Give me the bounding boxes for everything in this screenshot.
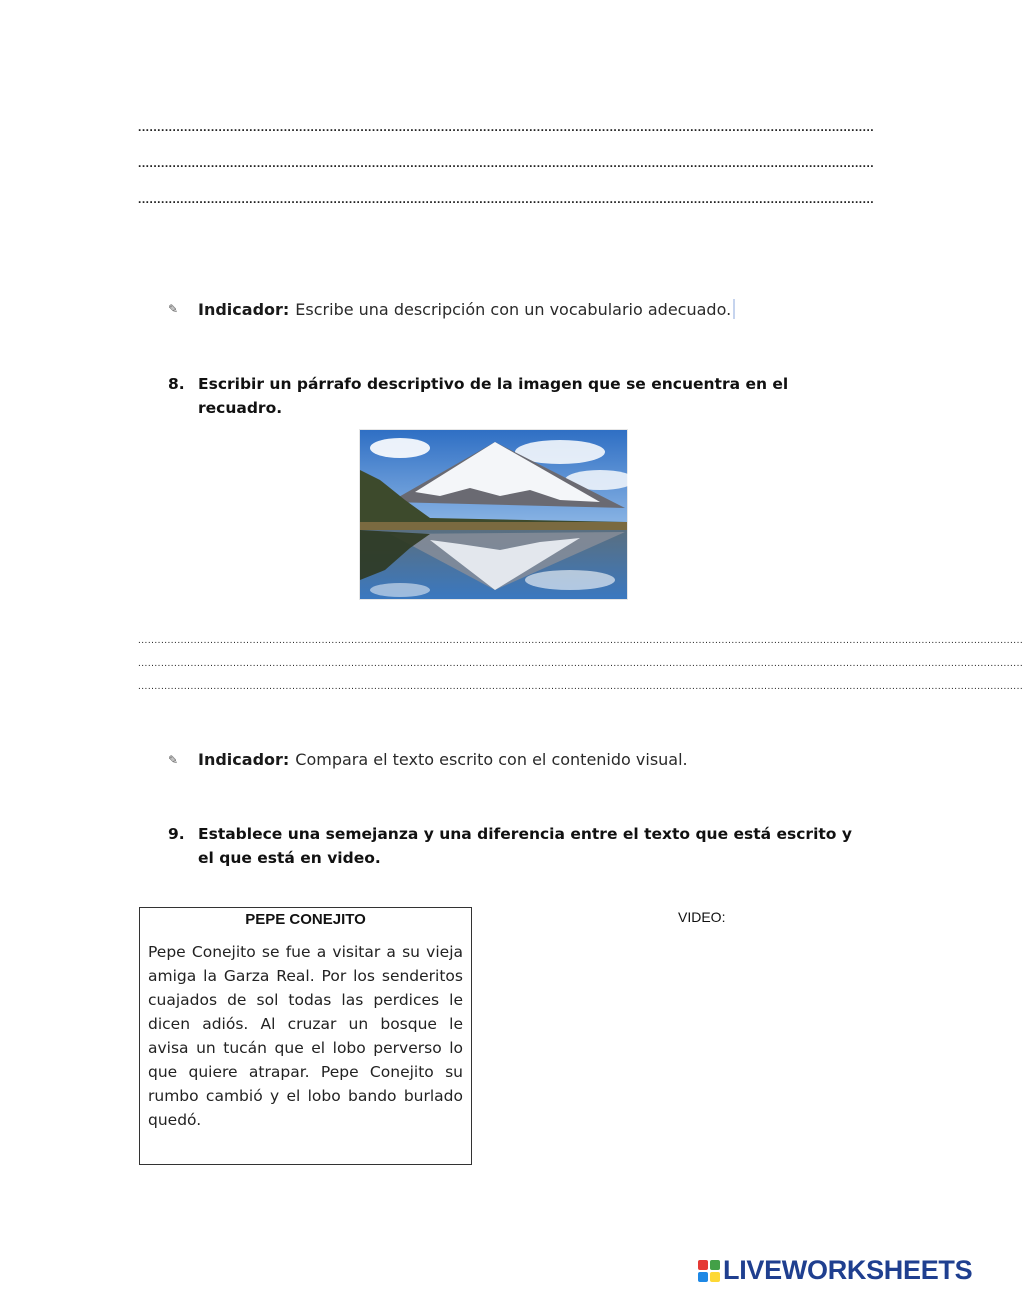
story-text: Pepe Conejito se fue a visitar a su vieja amiga la Garza Real. Por los senderitos cuajados de sol todas las perdices le dicen adiós. Al cruzar un bosque le avisa un tucán que el lobo perverso lo que quiere atrapar. Pepe Conejito su rumbo cambió y el lobo bando burlado quedó. xyxy=(148,943,463,1129)
indicator-2-label: Indicador: xyxy=(198,750,290,769)
story-box xyxy=(139,907,472,1165)
text-cursor xyxy=(733,299,735,319)
indicator-1 xyxy=(168,299,735,319)
question-8-number: 8. xyxy=(168,375,185,393)
answer-line-4[interactable]: .............................................................................................................................................................................................................................................................................. xyxy=(138,635,1023,646)
indicator-1-label: Indicador: xyxy=(198,299,290,319)
question-9-number: 9. xyxy=(168,825,185,843)
volcano-lake-image xyxy=(360,430,627,599)
pen-icon: ✎ xyxy=(168,302,179,316)
question-8 xyxy=(168,372,868,420)
liveworksheets-logo xyxy=(698,1255,972,1286)
pen-icon: ✎ xyxy=(168,752,179,767)
answer-line-6[interactable]: .............................................................................................................................................................................................................................................................................. xyxy=(138,681,1023,692)
indicator-2-text: Compara el texto escrito con el contenido visual. xyxy=(295,750,688,769)
indicator-2 xyxy=(168,750,688,769)
logo-icon xyxy=(698,1260,720,1282)
answer-line-3[interactable]: ................................................................................................................................................................................................ xyxy=(138,192,875,206)
indicator-1-text: Escribe una descripción con un vocabulario adecuado. xyxy=(295,299,732,319)
brand-name: LIVEWORKSHEETS xyxy=(723,1255,973,1285)
video-label: VIDEO: xyxy=(678,909,726,925)
answer-line-1[interactable]: ................................................................................................................................................................................................ xyxy=(138,120,875,134)
question-9 xyxy=(168,822,858,870)
answer-line-2[interactable]: ................................................................................................................................................................................................ xyxy=(138,156,875,170)
story-title: PEPE CONEJITO xyxy=(245,911,366,928)
question-8-text: Escribir un párrafo descriptivo de la imagen que se encuentra en el recuadro. xyxy=(198,375,789,417)
answer-line-5[interactable]: .............................................................................................................................................................................................................................................................................. xyxy=(138,658,1023,669)
volcano-lake-photo xyxy=(359,429,628,600)
question-9-text: Establece una semejanza y una diferencia entre el texto que está escrito y el que está en video. xyxy=(198,825,852,867)
